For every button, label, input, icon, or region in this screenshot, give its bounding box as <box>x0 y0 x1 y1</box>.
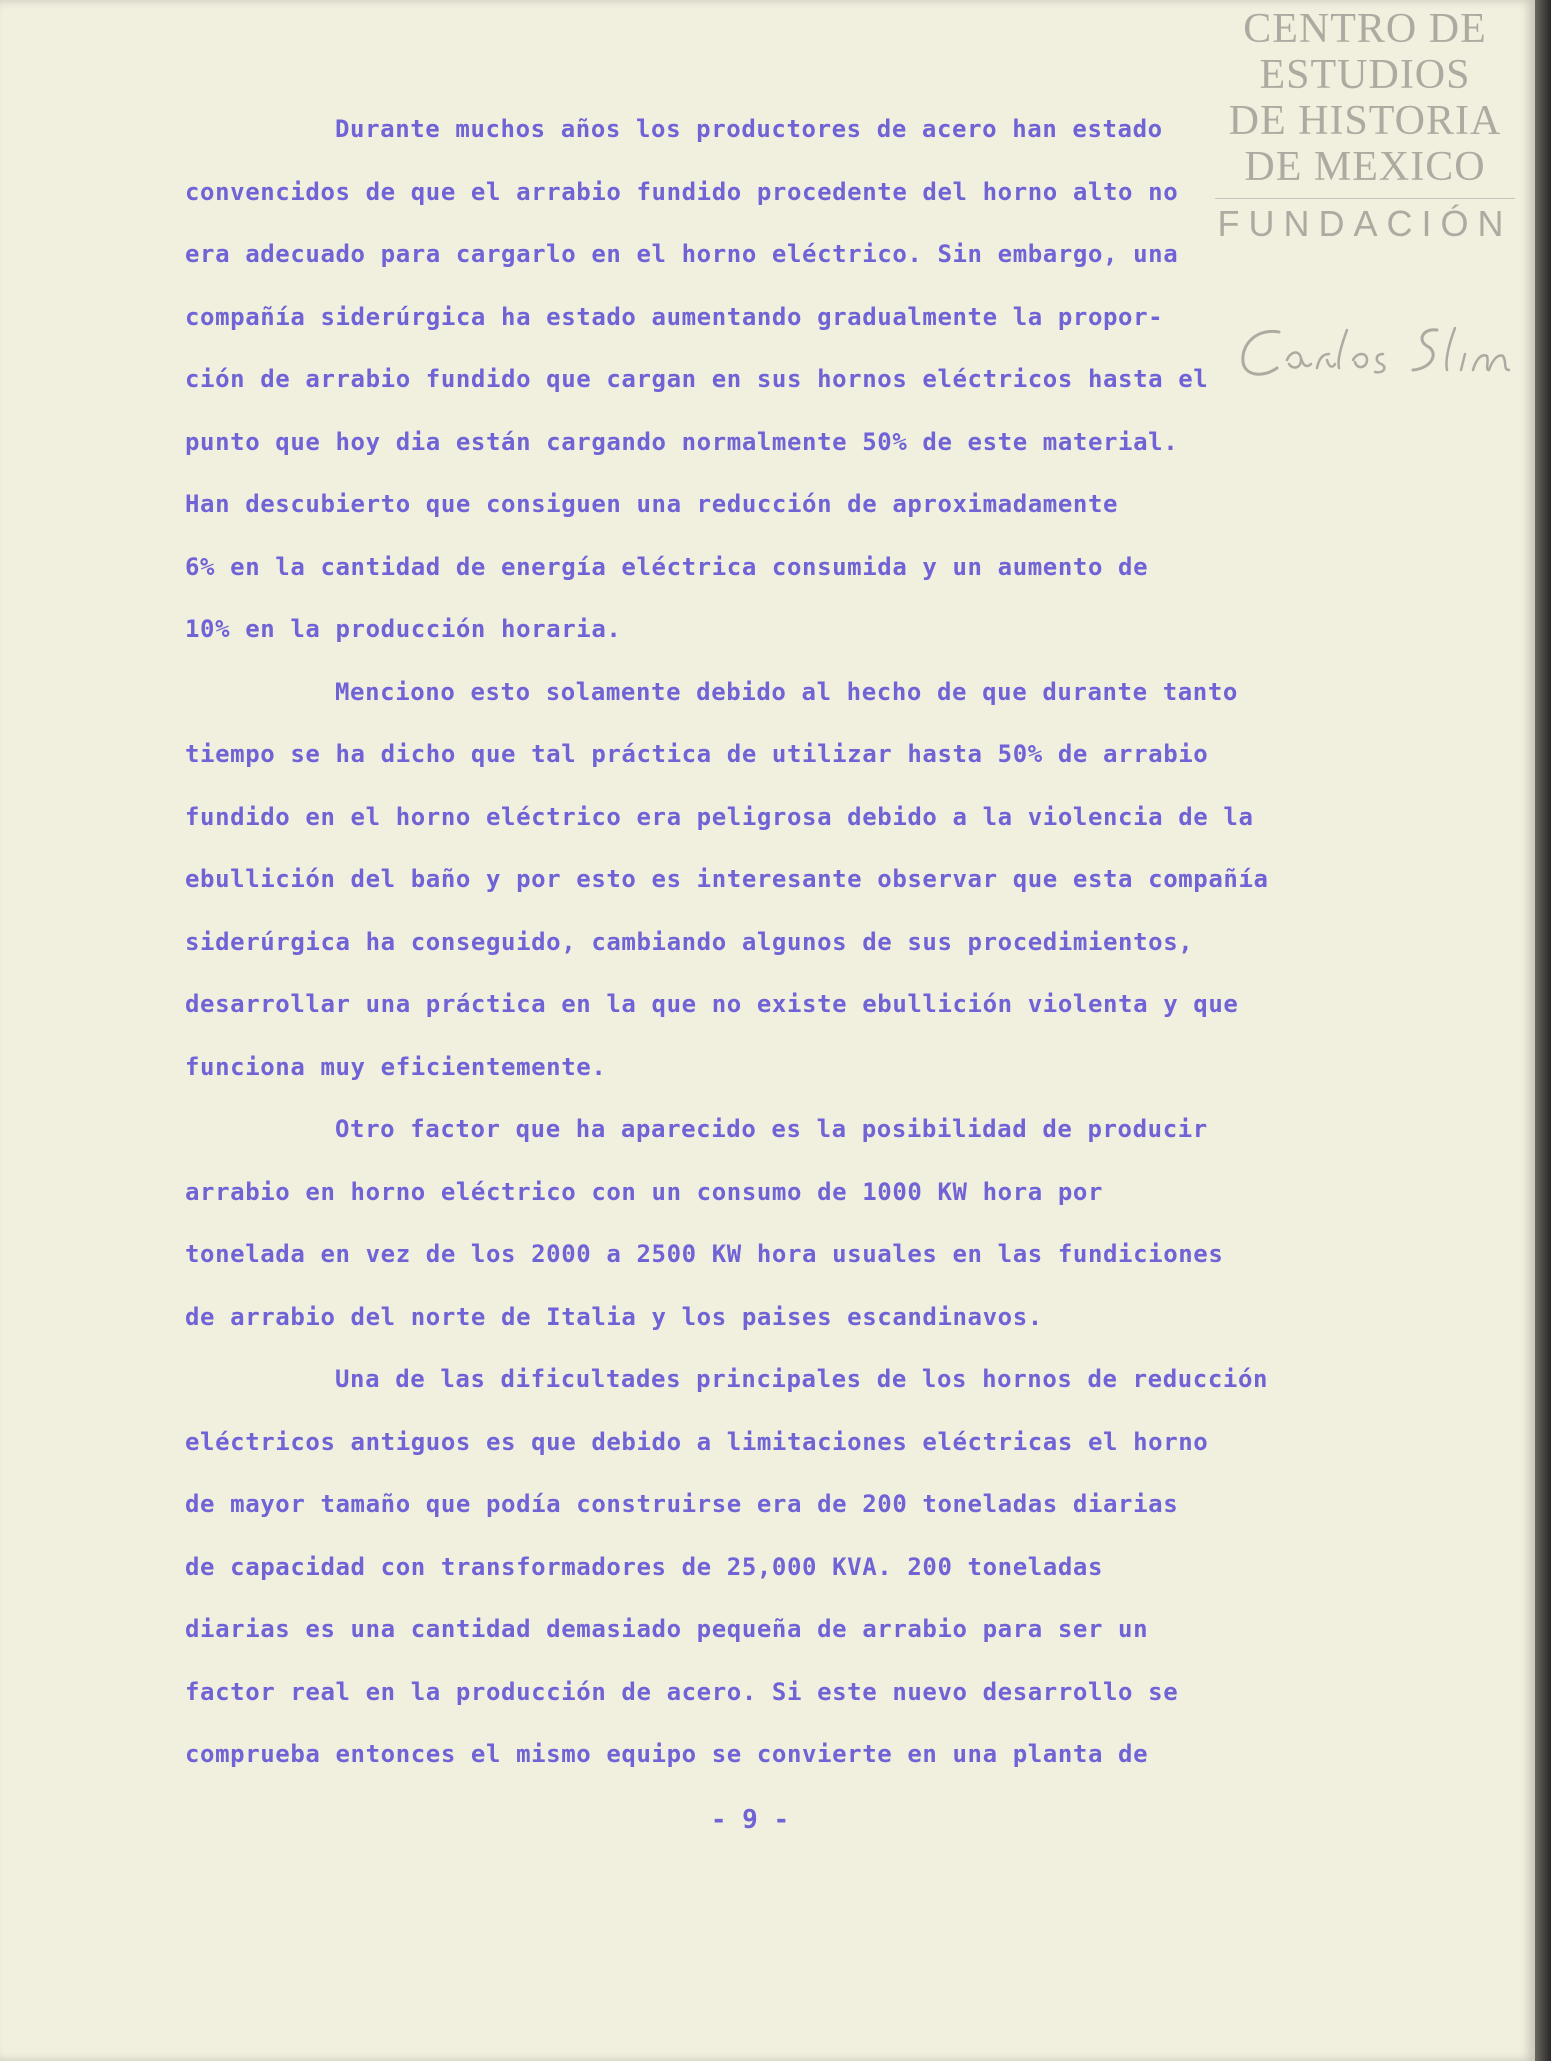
text-line: desarrollar una práctica en la que no existe ebullición violenta y que <box>185 990 1239 1018</box>
watermark-line: CENTRO DE <box>1243 6 1487 52</box>
page-number: - 9 - <box>710 1805 790 1835</box>
text-line: eléctricos antiguos es que debido a limitaciones eléctricas el horno <box>185 1427 1209 1456</box>
text-line: fundido en el horno eléctrico era peligrosa debido a la violencia de la <box>185 802 1254 831</box>
text-line: Otro factor que ha aparecido es la posibilidad de producir <box>335 1115 1208 1143</box>
text-line: de capacidad con transformadores de 25,000 KVA. 200 toneladas <box>185 1552 1104 1581</box>
watermark-line: DE MEXICO <box>1244 144 1486 190</box>
text-line: factor real en la producción de acero. Si este nuevo desarrollo se <box>185 1677 1179 1706</box>
text-line: compañía siderúrgica ha estado aumentando gradualmente la propor- <box>185 302 1164 331</box>
text-line: Menciono esto solamente debido al hecho de que durante tanto <box>335 677 1238 706</box>
text-line: Una de las dificultades principales de los hornos de reducción <box>335 1365 1269 1393</box>
document-body <box>185 98 1375 1786</box>
text-line: Han descubierto que consiguen una reducción de aproximadamente <box>185 490 1119 518</box>
text-line: 10% en la producción horaria. <box>185 615 622 643</box>
text-line: de mayor tamaño que podía construirse era de 200 toneladas diarias <box>185 1490 1179 1518</box>
text-line: punto que hoy dia están cargando normalmente 50% de este material. <box>185 427 1179 456</box>
watermark-line: DE HISTORIA <box>1228 98 1502 144</box>
text-line: tonelada en vez de los 2000 a 2500 KW hora usuales en las fundiciones <box>185 1240 1224 1268</box>
text-line: funciona muy eficientemente. <box>185 1052 607 1081</box>
text-line: era adecuado para cargarlo en el horno eléctrico. Sin embargo, una <box>185 240 1179 268</box>
text-line: ebullición del baño y por esto es interesante observar que esta compañía <box>185 865 1269 893</box>
page-edge-shadow <box>1535 0 1551 2061</box>
text-line: tiempo se ha dicho que tal práctica de utilizar hasta 50% de arrabio <box>185 740 1209 768</box>
text-line: de arrabio del norte de Italia y los paises escandinavos. <box>185 1302 1043 1331</box>
text-line: Durante muchos años los productores de acero han estado <box>335 115 1163 143</box>
text-line: siderúrgica ha conseguido, cambiando algunos de sus procedimientos, <box>185 927 1194 956</box>
watermark-foundation: FUNDACIÓN <box>1217 203 1513 244</box>
text-line: convencidos de que el arrabio fundido procedente del horno alto no <box>185 177 1179 206</box>
text-line: ción de arrabio fundido que cargan en sus hornos eléctricos hasta el <box>185 365 1209 393</box>
text-line: arrabio en horno eléctrico con un consumo de 1000 KW hora por <box>185 1177 1104 1206</box>
text-line: comprueba entonces el mismo equipo se convierte en una planta de <box>185 1740 1149 1768</box>
watermark-line: ESTUDIOS <box>1259 52 1471 98</box>
text-line: diarias es una cantidad demasiado pequeña de arrabio para ser un <box>185 1615 1149 1643</box>
text-line: 6% en la cantidad de energía eléctrica consumida y un aumento de <box>185 552 1149 581</box>
